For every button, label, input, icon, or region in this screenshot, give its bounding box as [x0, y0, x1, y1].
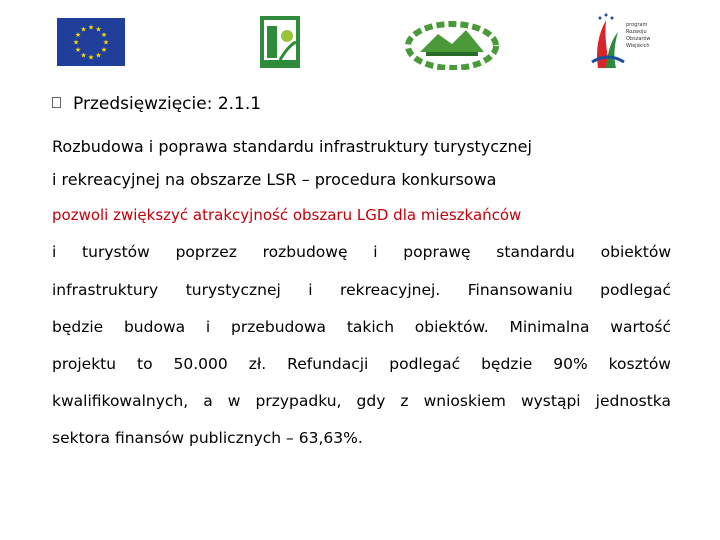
eu-star-icon: ★ — [95, 25, 102, 34]
eu-star-icon: ★ — [100, 31, 108, 39]
eu-star-icon: ★ — [102, 38, 110, 47]
body-line-4: będzie budowa i przebudowa takich obiektów. Minimalna wartość — [52, 318, 671, 336]
eu-star-icon: ★ — [95, 51, 102, 60]
prow-text-2: Rozwoju — [626, 29, 647, 35]
eu-star-icon: ★ — [80, 51, 87, 60]
logo-strip — [0, 12, 720, 72]
eu-star-icon: ★ — [87, 53, 95, 62]
eu-star-icon: ★ — [87, 23, 95, 32]
leader-logo — [260, 16, 300, 68]
body-line-1: pozwoli zwiększyć atrakcyjność obszaru LGD dla mieszkańców — [52, 206, 522, 224]
action-label: Przedsięwzięcie: 2.1.1 — [73, 94, 262, 114]
eu-star-icon: ★ — [80, 25, 87, 34]
lgd-logo — [404, 18, 500, 70]
eu-star-icon: ★ — [74, 46, 82, 54]
body-line-2: i turystów poprzez rozbudowę i poprawę standardu obiektów — [52, 243, 671, 261]
title-line-1: Rozbudowa i poprawa standardu infrastruktury turystycznej — [52, 137, 532, 156]
eu-star-icon: ★ — [74, 31, 82, 39]
body-line-6: kwalifikowalnych, a w przypadku, gdy z wnioskiem wystąpi jednostka — [52, 392, 671, 410]
body-line-7: sektora finansów publicznych – 63,63%. — [52, 429, 363, 447]
prow-text-3: Obszarów — [626, 36, 651, 42]
eu-star-icon: ★ — [100, 46, 108, 54]
eu-flag-logo — [57, 18, 125, 66]
body-line-5: projektu to 50.000 zł. Refundacji podlegać będzie 90% kosztów — [52, 355, 671, 373]
prow-text-4: Wiejskich — [626, 43, 650, 49]
body-line-3: infrastruktury turystycznej i rekreacyjnej. Finansowaniu podlegać — [52, 281, 671, 299]
prow-logo — [588, 12, 658, 72]
eu-star-icon: ★ — [72, 38, 80, 47]
title-line-2: i rekreacyjnej na obszarze LSR – procedura konkursowa — [52, 170, 497, 189]
square-bullet-icon — [52, 97, 61, 108]
prow-text-1: program — [626, 22, 648, 28]
